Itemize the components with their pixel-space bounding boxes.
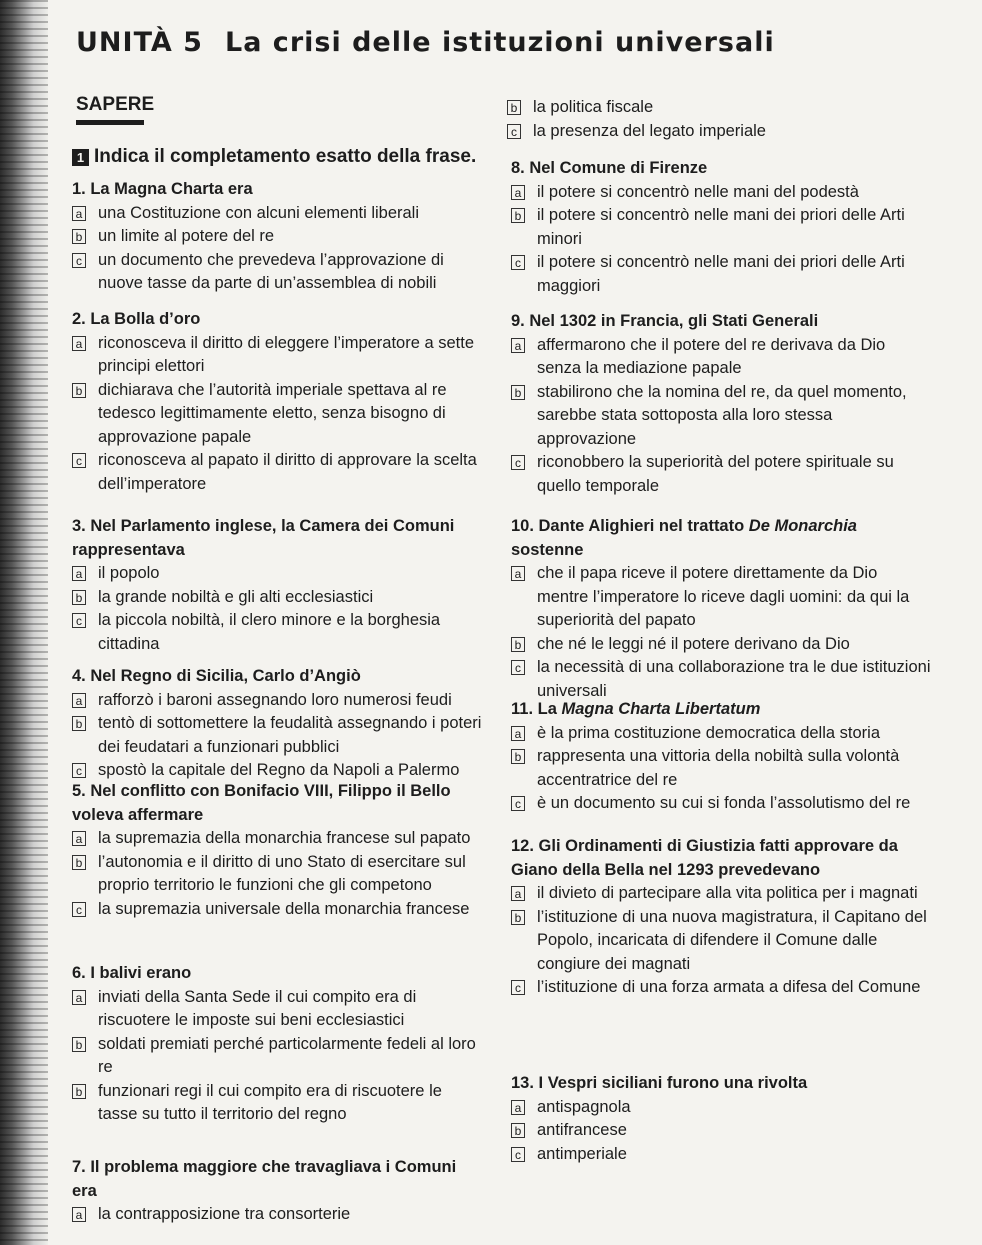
option-text: tentò di sottomettere la feudalità assegnando i poteri dei feudatari a funzionari pubblici [98, 714, 482, 756]
answer-option[interactable] [72, 609, 482, 656]
answer-option[interactable] [72, 827, 482, 851]
option-letter-box[interactable]: c [511, 980, 525, 995]
answer-option[interactable] [511, 451, 931, 498]
option-letter-box[interactable]: a [511, 726, 525, 741]
option-letter-box[interactable]: c [507, 124, 521, 139]
answer-option[interactable] [511, 251, 931, 298]
answer-option[interactable] [511, 722, 931, 746]
option-letter-box[interactable]: c [72, 613, 86, 628]
option-letter-box[interactable]: a [72, 1207, 86, 1222]
unit-number: UNITÀ 5 [76, 27, 203, 58]
option-text: dichiarava che l’autorità imperiale spettava al re tedesco legittimamente eletto, senza bisogno di approvazione papale [98, 380, 447, 446]
option-letter-box[interactable]: b [72, 383, 86, 398]
option-letter-box[interactable]: c [72, 453, 86, 468]
option-text: la supremazia della monarchia francese sul papato [98, 829, 471, 847]
option-letter-box[interactable]: b [72, 1037, 86, 1052]
option-letter-box[interactable]: a [72, 206, 86, 221]
answer-option[interactable] [511, 562, 931, 633]
title-italic-work: Magna Charta Libertatum [561, 700, 761, 718]
option-letter-box[interactable]: c [511, 455, 525, 470]
question-12 [511, 835, 931, 1000]
title-text: 11. La [511, 700, 562, 718]
question-title: 5. Nel conflitto con Bonifacio VIII, Filippo il Bello voleva affermare [72, 782, 451, 824]
option-letter-box[interactable]: a [511, 185, 525, 200]
option-letter-box[interactable]: c [511, 1147, 525, 1162]
option-text: inviati della Santa Sede il cui compito era di riscuotere le imposte sui beni ecclesiastici [98, 987, 417, 1029]
answer-option[interactable] [72, 1080, 482, 1127]
option-letter-box[interactable]: a [72, 693, 86, 708]
option-text: rappresenta una vittoria della nobiltà sulla volontà accentratrice del re [537, 747, 900, 789]
answer-option[interactable] [511, 1119, 931, 1143]
question-2 [72, 308, 482, 496]
option-text: stabilirono che la nomina del re, da quel momento, sarebbe stata sottoposta alla loro stessa approvazione [537, 382, 907, 448]
question-11 [511, 698, 931, 816]
option-letter-box[interactable]: c [511, 660, 525, 675]
option-text: la necessità di una collaborazione tra le due istituzioni universali [537, 658, 931, 700]
title-text: 10. Dante Alighieri nel trattato [511, 517, 749, 535]
option-letter-box[interactable]: c [72, 763, 86, 778]
option-text: che il papa riceve il potere direttamente da Dio mentre l’imperatore lo riceve dagli uomini: da qui la superiorità del papato [537, 564, 910, 629]
unit-header [76, 27, 775, 58]
answer-option[interactable] [511, 792, 931, 816]
question-13 [511, 1072, 931, 1166]
option-letter-box[interactable]: b [511, 385, 525, 400]
option-text: affermarono che il potere del re derivava da Dio senza la mediazione papale [537, 335, 886, 377]
answer-option[interactable] [511, 906, 931, 977]
question-title [511, 515, 931, 562]
option-letter-box[interactable]: b [72, 590, 86, 605]
section-label: SAPERE [76, 94, 155, 115]
option-text: un limite al potere del re [98, 227, 275, 245]
question-8 [511, 157, 931, 298]
option-text: la contrapposizione tra consorterie [98, 1205, 351, 1223]
option-text: il divieto di partecipare alla vita politica per i magnati [537, 884, 918, 902]
answer-option[interactable] [511, 656, 931, 703]
option-letter-box[interactable]: b [507, 100, 521, 115]
book-binding-edge [0, 0, 48, 1245]
option-letter-box[interactable]: b [511, 208, 525, 223]
option-letter-box[interactable]: a [511, 1100, 525, 1115]
option-letter-box[interactable]: a [511, 886, 525, 901]
instruction-text: Indica il completamento esatto della frase. [94, 146, 477, 167]
answer-option[interactable] [507, 96, 927, 120]
answer-option[interactable] [72, 898, 482, 922]
answer-option[interactable] [511, 204, 931, 251]
question-3 [72, 515, 482, 656]
option-letter-box[interactable]: a [72, 566, 86, 581]
answer-option[interactable] [511, 381, 931, 452]
question-10 [511, 515, 931, 703]
question-title: 4. Nel Regno di Sicilia, Carlo d’Angiò [72, 667, 361, 685]
answer-option[interactable] [511, 1096, 931, 1120]
option-text: il potere si concentrò nelle mani dei priori delle Arti maggiori [537, 253, 905, 295]
question-5 [72, 780, 482, 921]
option-text: riconosceva al papato il diritto di approvare la scelta dell’imperatore [98, 451, 477, 493]
option-letter-box[interactable]: c [72, 253, 86, 268]
option-text: è un documento su cui si fonda l’assolutismo del re [537, 794, 911, 812]
option-letter-box[interactable]: c [511, 796, 525, 811]
option-text: la piccola nobiltà, il clero minore e la borghesia cittadina [98, 611, 441, 653]
question-6 [72, 962, 482, 1127]
option-text: il potere si concentrò nelle mani dei priori delle Arti minori [537, 206, 905, 248]
answer-option[interactable] [511, 633, 931, 657]
answer-option[interactable] [511, 334, 931, 381]
answer-option[interactable] [507, 120, 927, 144]
answer-option[interactable] [511, 745, 931, 792]
answer-option[interactable] [72, 379, 482, 450]
option-letter-box[interactable]: b [72, 716, 86, 731]
option-letter-box[interactable]: a [511, 566, 525, 581]
answer-option[interactable] [72, 332, 482, 379]
answer-option[interactable] [72, 586, 482, 610]
option-text: riconobbero la superiorità del potere spirituale su quello temporale [537, 453, 894, 495]
answer-option[interactable] [72, 1203, 482, 1227]
option-text: il popolo [98, 564, 160, 582]
title-text: sostenne [511, 540, 584, 559]
question-title: 13. I Vespri siciliani furono una rivolta [511, 1074, 808, 1092]
answer-option[interactable] [72, 689, 482, 713]
question-title: 9. Nel 1302 in Francia, gli Stati Generali [511, 312, 819, 330]
question-title: 7. Il problema maggiore che travagliava i Comuni era [72, 1158, 457, 1200]
answer-option[interactable] [72, 562, 482, 586]
option-letter-box[interactable]: a [72, 336, 86, 351]
answer-option[interactable] [72, 759, 482, 783]
option-letter-box[interactable]: a [72, 990, 86, 1005]
option-text: riconosceva il diritto di eleggere l’imperatore a sette principi elettori [98, 333, 475, 375]
answer-option[interactable] [511, 181, 931, 205]
option-letter-box[interactable]: b [72, 229, 86, 244]
option-letter-box[interactable]: b [511, 1123, 525, 1138]
option-text: l’istituzione di una forza armata a difesa del Comune [537, 978, 921, 996]
option-letter-box[interactable]: a [72, 831, 86, 846]
option-letter-box[interactable]: c [511, 255, 525, 270]
option-text: un documento che prevedeva l’approvazione di nuove tasse da parte di un’assemblea di nobili [98, 250, 444, 292]
option-text: è la prima costituzione democratica della storia [537, 723, 880, 742]
option-text: antifrancese [537, 1121, 627, 1139]
question-title: 12. Gli Ordinamenti di Giustizia fatti approvare da Giano della Bella nel 1293 prevedevano [511, 837, 898, 879]
answer-option[interactable] [511, 976, 931, 1000]
option-text: una Costituzione con alcuni elementi liberali [98, 203, 420, 222]
option-text: l’istituzione di una nuova magistratura, il Capitano del Popolo, incaricata di difendere il Comune dalle congiure dei magnati [537, 907, 927, 973]
answer-option[interactable] [72, 1033, 482, 1080]
option-text: spostò la capitale del Regno da Napoli a Palermo [98, 761, 460, 779]
question-title: 8. Nel Comune di Firenze [511, 159, 708, 177]
answer-option[interactable] [72, 449, 482, 496]
question-4 [72, 665, 482, 783]
question-7 [72, 1156, 482, 1227]
question-9 [511, 310, 931, 498]
question-1 [72, 178, 482, 296]
option-text: la grande nobiltà e gli alti ecclesiastici [98, 587, 374, 606]
option-letter-box[interactable]: b [72, 1084, 86, 1099]
option-text: il potere si concentrò nelle mani del podestà [537, 182, 859, 201]
option-text: rafforzò i baroni assegnando loro numerosi feudi [98, 690, 452, 709]
unit-title: La crisi delle istituzioni universali [224, 27, 775, 58]
question-title [511, 698, 931, 722]
option-letter-box[interactable]: b [511, 910, 525, 925]
option-text: l’autonomia e il diritto di uno Stato di esercitare sul proprio territorio le funzioni che gli competono [98, 852, 466, 894]
question-title: 2. La Bolla d’oro [72, 310, 201, 328]
exercise-instruction [72, 146, 476, 168]
question-title: 6. I balivi erano [72, 964, 192, 982]
answer-option[interactable] [511, 1143, 931, 1167]
exercise-number-badge: 1 [72, 149, 89, 166]
option-text: antimperiale [537, 1144, 627, 1163]
option-text: la supremazia universale della monarchia francese [98, 899, 470, 918]
question-7-continued [507, 96, 927, 143]
answer-option[interactable] [72, 986, 482, 1033]
option-letter-box[interactable]: b [511, 637, 525, 652]
option-letter-box[interactable]: b [511, 749, 525, 764]
option-text: funzionari regi il cui compito era di riscuotere le tasse su tutto il territorio del regno [98, 1081, 442, 1123]
section-underline [76, 120, 144, 125]
option-text: la politica fiscale [533, 98, 654, 116]
question-title: 1. La Magna Charta era [72, 180, 253, 198]
option-letter-box[interactable]: a [511, 338, 525, 353]
question-title: 3. Nel Parlamento inglese, la Camera dei Comuni rappresentava [72, 517, 455, 559]
option-text: antispagnola [537, 1097, 631, 1116]
option-letter-box[interactable]: c [72, 902, 86, 917]
option-text: soldati premiati perché particolarmente fedeli al loro re [98, 1034, 476, 1076]
option-letter-box[interactable]: b [72, 855, 86, 870]
title-italic-work: De Monarchia [748, 517, 857, 535]
option-text: che né le leggi né il potere derivano da Dio [537, 634, 850, 653]
answer-option[interactable] [72, 851, 482, 898]
answer-option[interactable] [72, 202, 482, 226]
answer-option[interactable] [72, 249, 482, 296]
answer-option[interactable] [72, 225, 482, 249]
answer-option[interactable] [511, 882, 931, 906]
answer-option[interactable] [72, 712, 482, 759]
option-text: la presenza del legato imperiale [533, 121, 766, 140]
